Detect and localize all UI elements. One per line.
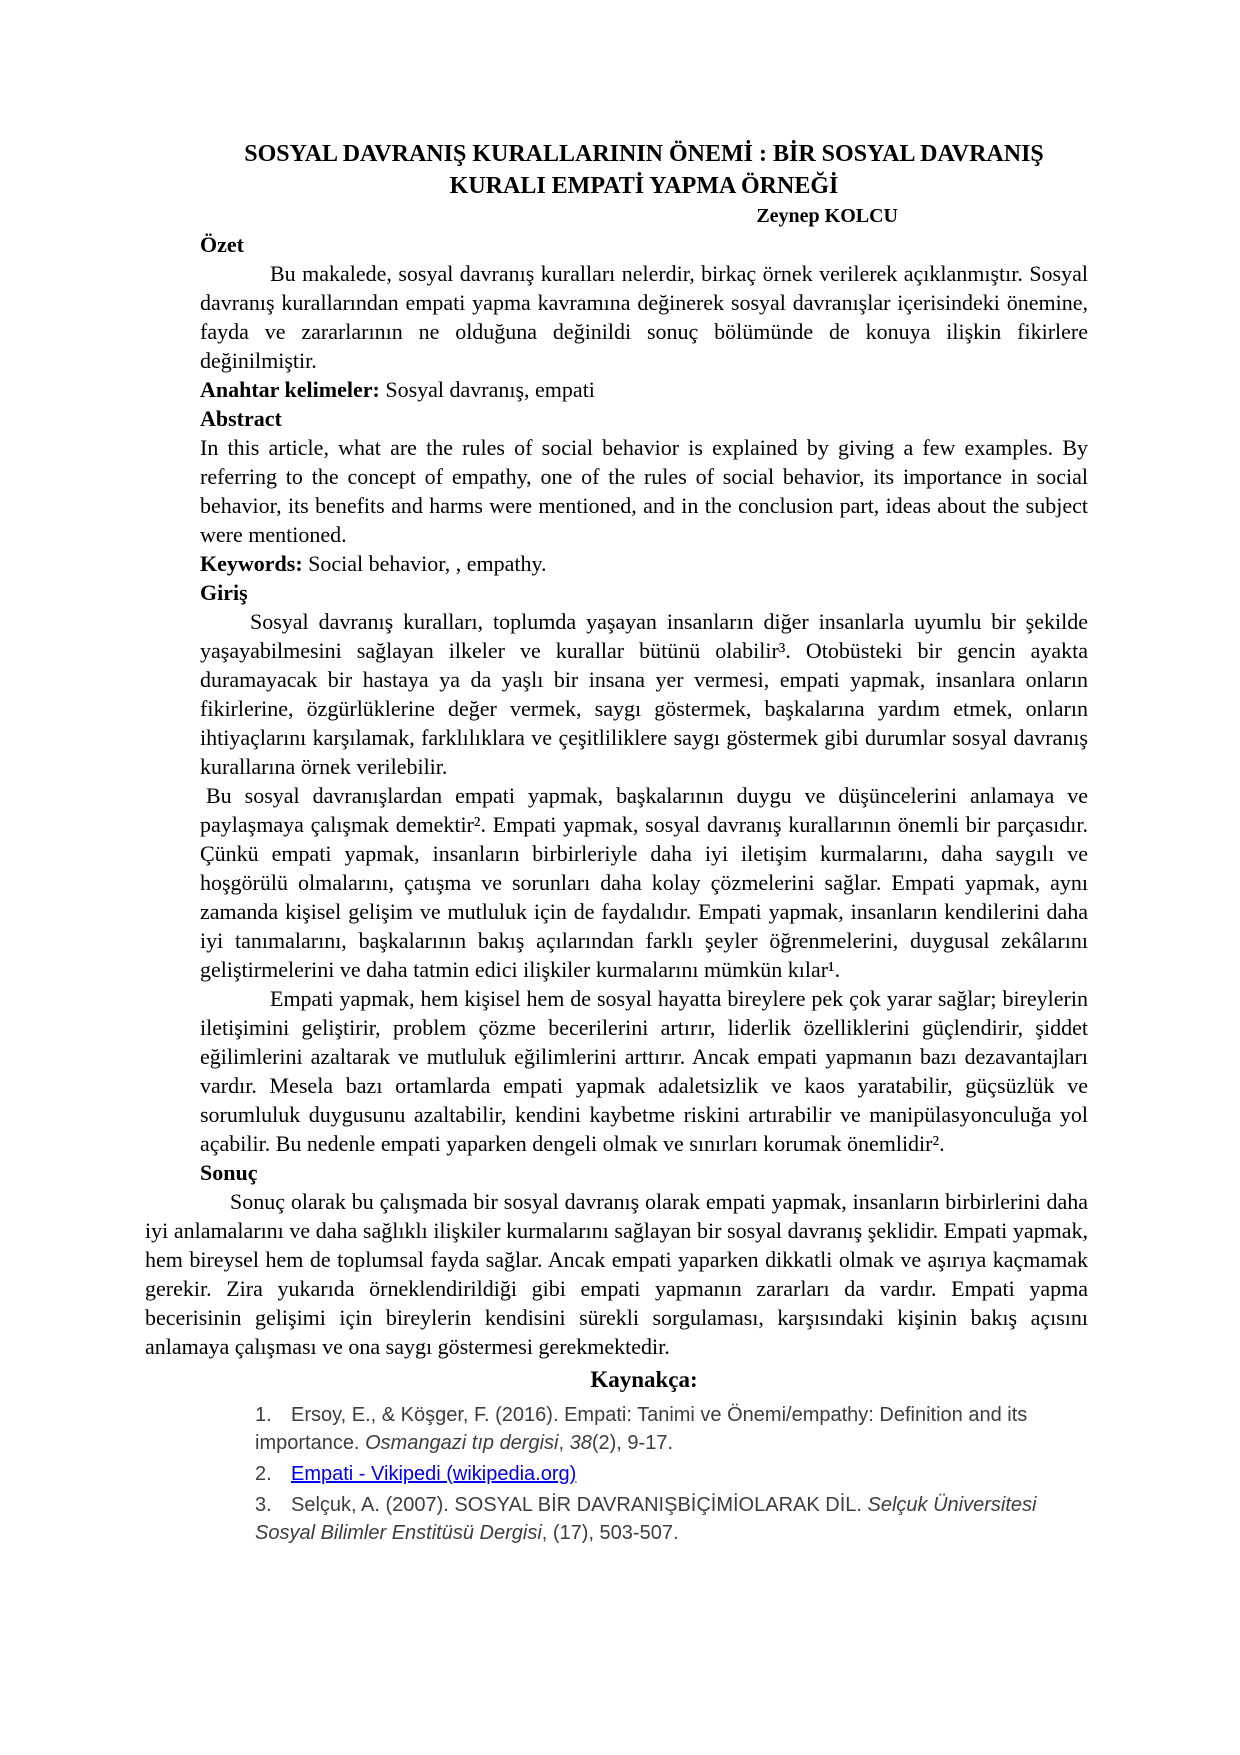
reference-1-separator: , [558, 1432, 570, 1454]
section-heading-ozet: Özet [200, 232, 244, 257]
reference-3-text: Selçuk, A. (2007). SOSYAL BİR DAVRANIŞBİÇİMİOLARAK DİL. [291, 1494, 868, 1516]
reference-number-2: 2. [255, 1463, 272, 1485]
reference-list [255, 1401, 1088, 1547]
reference-3-pages: , (17), 503-507. [541, 1522, 679, 1544]
giris-paragraph-1: Sosyal davranış kuralları, toplumda yaşayan insanların diğer insanlarla uyumlu bir şekilde yaşayabilmesini sağlayan ilkeler ve kurallar bütünü olabilir³. Otobüsteki bir gencin ayakta duramayacak bir hastaya ya da yaşlı bir insana yer vermesi, empati yapmak, insanlara onların fikirlerine, özgürlüklerine değer vermek, saygı göstermek, başkalarına yardım etmek, onların ihtiyaçlarını karşılamak, farklılıklara ve çeşitliliklere saygı göstermek gibi durumlar sosyal davranış kurallarına örnek verilebilir. [200, 609, 1088, 779]
reference-3-journal: Selçuk Üniversitesi Sosyal Bilimler Enstitüsü Dergisi [255, 1494, 1037, 1544]
paper-title: SOSYAL DAVRANIŞ KURALLARININ ÖNEMİ : BİR SOSYAL DAVRANIŞ KURALI EMPATİ YAPMA ÖRNEĞİ [244, 141, 1044, 199]
keywords-line [200, 549, 1088, 578]
anahtar-kelimeler-label: Anahtar kelimeler: [200, 377, 380, 402]
reference-item-2 [255, 1460, 1088, 1488]
giris-paragraph-2: Bu sosyal davranışlardan empati yapmak, başkalarının duygu ve düşüncelerini anlamaya ve paylaşmaya çalışmak demektir². Empati yapmak, sosyal davranış kurallarının önemli bir parçasıdır. Çünkü empati yapmak, insanların birbirleriyle daha iyi iletişim kurmalarını, daha saygılı ve hoşgörülü olmalarını, çatışma ve sorunları daha kolay çözmelerini sağlar. Empati yapmak, aynı zamanda kişisel gelişim ve mutluluk için de faydalıdır. Empati yapmak, insanların kendilerini daha iyi tanımalarını, başkalarının bakış açılarından farklı şeyler öğrenmelerini, duygusal zekâlarını geliştirmelerini ve daha tatmin edici ilişkiler kurmalarını mümkün kılar¹. [200, 783, 1088, 982]
reference-1-text: Ersoy, E., & Köşger, F. (2016). Empati: Tanimi ve Önemi/empathy: Definition and its importance. [255, 1404, 1028, 1454]
keywords-label: Keywords: [200, 551, 303, 576]
reference-1-volume: 38 [569, 1432, 592, 1454]
reference-1-pages: (2), 9-17. [591, 1432, 674, 1454]
reference-item-3 [255, 1491, 1088, 1547]
author-name: Zeynep KOLCU [756, 205, 898, 227]
section-heading-sonuc: Sonuç [200, 1160, 258, 1185]
keywords-text: Social behavior, , empathy. [302, 551, 547, 576]
abstract-paragraph: In this article, what are the rules of social behavior is explained by giving a few examples. By referring to the concept of empathy, one of the rules of social behavior, its importance in social behavior, its benefits and harms were mentioned, and in the conclusion part, ideas about the subject were mentioned. [200, 435, 1088, 547]
reference-number-3: 3. [255, 1494, 272, 1516]
reference-item-1 [255, 1401, 1088, 1457]
wikipedia-link[interactable]: Empati - Vikipedi (wikipedia.org) [291, 1463, 577, 1485]
anahtar-kelimeler-text: Sosyal davranış, empati [379, 377, 595, 402]
reference-1-journal: Osmangazi tıp dergisi [365, 1432, 559, 1454]
section-heading-abstract: Abstract [200, 406, 282, 431]
sonuc-paragraph: Sonuç olarak bu çalışmada bir sosyal davranış olarak empati yapmak, insanların birbirlerini daha iyi anlamalarını ve daha sağlıklı ilişkiler kurmalarını sağlayan bir sosyal davranış şeklidir. Empati yapmak, hem bireysel hem de toplumsal fayda sağlar. Ancak empati yaparken dikkatli olmak ve aşırıya kaçmamak gerekir. Zira yukarıda örneklendirildiği gibi empati yapmanın zararları da vardır. Empati yapma becerisinin gelişimi için bireylerin kendisini sürekli sorgulaması, karşısındaki kişinin bakış açısını anlamaya çalışması ve ona saygı göstermesi gerekmektedir. [145, 1189, 1088, 1359]
section-heading-giris: Giriş [200, 580, 248, 605]
section-heading-kaynakca: Kaynakça: [590, 1367, 698, 1392]
ozet-paragraph: Bu makalede, sosyal davranış kuralları nelerdir, birkaç örnek verilerek açıklanmıştır. Sosyal davranış kurallarından empati yapma kavramına değinerek sosyal davranışlar içerisindeki önemine, fayda ve zararlarının ne olduğuna değinildi sonuç bölümünde de konuya ilişkin fikirlere değinilmiştir. [200, 261, 1088, 373]
reference-number-1: 1. [255, 1404, 272, 1426]
anahtar-kelimeler-line [200, 375, 1088, 404]
giris-paragraph-3: Empati yapmak, hem kişisel hem de sosyal hayatta bireylere pek çok yarar sağlar; bireylerin iletişimini geliştirir, problem çözme becerilerini artırır, liderlik özelliklerini güçlendirir, şiddet eğilimlerini azaltarak ve mutluluk eğilimlerini arttırır. Ancak empati yapmanın bazı dezavantajları vardır. Mesela bazı ortamlarda empati yapmak adaletsizlik ve kaos yaratabilir, güçsüzlük ve sorumluluk duygusunu azaltabilir, kendini kaybetme riskini artırabilir ve manipülasyonculuğa yol açabilir. Bu nedenle empati yaparken dengeli olmak ve sınırları korumak önemlidir². [200, 986, 1088, 1156]
